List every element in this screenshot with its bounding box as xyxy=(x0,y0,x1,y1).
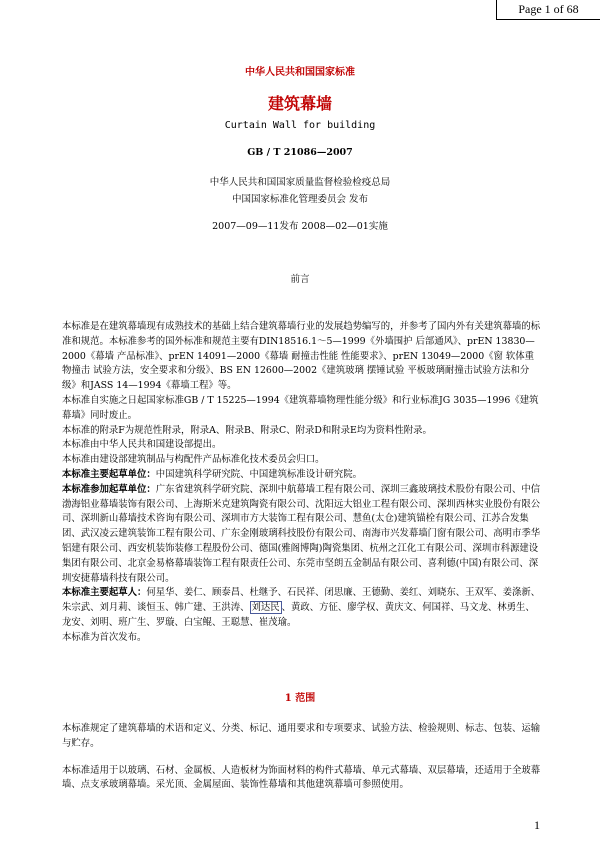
publisher-line-2: 中国国家标准化管理委员会 发布 xyxy=(231,194,369,205)
participating-drafters-text: 广东省建筑科学研究院、深圳中航幕墙工程有限公司、深圳三鑫玻璃技术股份有限公司、中信渤海铝业幕墙装饰有限公司、上海斯米克建筑陶瓷有限公司、沈阳远大铝业工程有限公司、深圳西林实业股份有限公司、深圳新山幕墙技术咨询有限公司、深圳市方大装饰工程有限公司、慧鱼(太仓)建筑锚栓有限公司、江苏合发集团、武汉凌云建筑装饰工程有限公司、广东金刚玻璃科技股份有限公司、南海市兴发幕墙门窗有限公司、高明市季华铝建有限公司、西安机装饰装修工程股份公司、德国(雅阁博陶)陶瓷集团、杭州之江化工有限公司、深圳市科源建设集团有限公司、北京金易格幕墙装饰工程有限责任公司、东莞市坚朗五金制品有限公司、喜利德(中国)有限公司、深圳安捷幕墙科技有限公司。 xyxy=(62,483,541,584)
preface-paragraph-5: 本标准由建设部建筑制品与构配件产品标准化技术委员会归口。 xyxy=(62,454,325,466)
section-1-paragraph-2: 本标准适用于以玻璃、石材、金属板、人造板材为饰面材料的构件式幕墙、单元式幕墙、双层幕墙，还适用于全玻幕墙、点支承玻璃幕墙。采光顶、金属屋面、装饰性幕墙和其他建筑幕墙可参照使用。 xyxy=(62,764,541,791)
main-drafters-text: 中国建筑科学研究院、中国建筑标准设计研究院。 xyxy=(155,468,363,480)
page-indicator: Page 1 of 68 xyxy=(496,0,600,20)
preface-paragraph-2: 本标准自实施之日起国家标准GB / T 15225—1994《建筑幕墙物理性能分级》和行业标准JG 3035—1996《建筑幕墙》同时废止。 xyxy=(62,394,539,421)
main-authors-text-b: 、黄政、方征、廖学权、黄庆文、何国祥、马文龙、林勇生、龙安、刘明、班广生、罗璇、白宝鲲、王聪慧、崔茂瑜。 xyxy=(62,602,535,628)
preface-paragraph-4: 本标准由中华人民共和国建设部提出。 xyxy=(62,439,222,451)
page-number: 1 xyxy=(534,818,540,832)
main-drafters xyxy=(62,468,542,483)
section-1-paragraph-1: 本标准规定了建筑幕墙的术语和定义、分类、标记、通用要求和专项要求、试验方法、检验规则、标志、包装、运输与贮存。 xyxy=(62,723,541,749)
preface-paragraph-1: 本标准是在建筑幕墙现有成熟技术的基础上结合建筑幕墙行业的发展趋势编写的，并参考了国内外有关建筑幕墙的标准和规范。本标准参考的国外标准和规范主要有DIN18516.1～5—1999《外墙围护 后部通风》、prEN 13830—2000《幕墙 产品标准》、prEN 14091—2000《幕墙 耐撞击性能 性能要求》、prEN 13049—2000《窗 软体重物撞击 试验方法，安全要求和分级》、BS EN 12600—2002《建筑玻璃 摆锤试验 平板玻璃耐撞击试验方法和分级》和JASS 14—1994《幕墙工程》等。 xyxy=(62,321,541,392)
main-drafters-label: 本标准主要起草单位： xyxy=(62,468,156,480)
preface-last-paragraph: 本标准为首次发布。 xyxy=(62,631,147,643)
english-title: Curtain Wall for building xyxy=(224,120,376,131)
preface-body xyxy=(62,320,542,646)
section-1-body xyxy=(62,722,542,793)
preface-heading: 前言 xyxy=(290,274,310,285)
highlighted-author: 刘达民 xyxy=(251,602,280,614)
preface-paragraph-3: 本标准的附录F为规范性附录，附录A、附录B、附录C、附录D和附录E均为资料性附录。 xyxy=(62,424,432,436)
main-authors xyxy=(62,586,542,630)
section-1-heading: 1 范围 xyxy=(284,693,316,704)
main-authors-text-a: 何星华、姜仁、顾泰昌、杜继予、石民祥、闭思廉、王德勤、姜红、刘晓东、王双军、姜涤新、朱宗武、刘月莉、谈恒玉、韩广建、王洪涛、 xyxy=(62,587,541,614)
issue-dates: 2007—09—11发布 2008—02—01实施 xyxy=(212,221,388,232)
issuer-line: 中华人民共和国国家标准 xyxy=(245,67,355,78)
participating-drafters xyxy=(62,483,542,587)
document-title: 建筑幕墙 xyxy=(267,94,332,113)
standard-code: GB / T 21086—2007 xyxy=(247,147,353,158)
main-authors-label: 本标准主要起草人： xyxy=(62,587,147,599)
participating-drafters-label: 本标准参加起草单位： xyxy=(62,483,156,495)
publisher-line-1: 中华人民共和国国家质量监督检验检疫总局 xyxy=(209,177,391,188)
